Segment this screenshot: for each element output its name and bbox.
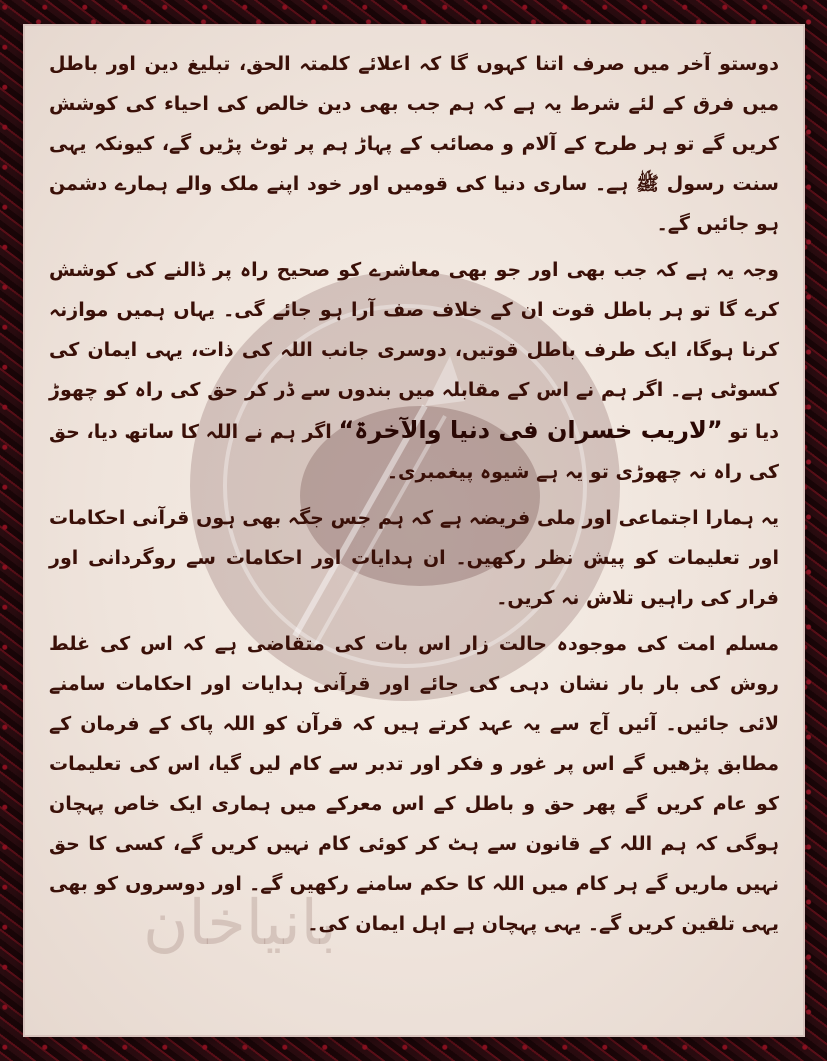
paragraph-4 xyxy=(49,624,779,944)
paragraph-2 xyxy=(49,250,779,492)
paper-page xyxy=(25,26,803,1035)
paragraph-3-text: یہ ہمارا اجتماعی اور ملی فریضہ ہے کہ ہم جس جگہ بھی ہوں قرآنی احکامات اور تعلیمات کو پیش نظر رکھیں۔ ان ہدایات اور احکامات سے روگردانی اور فرار کی راہیں تلاش نہ کریں۔ xyxy=(49,507,779,609)
paragraph-2-text-a: وجہ یہ ہے کہ جب بھی اور جو بھی معاشرے کو صحیح راہ پر ڈالنے کی کوشش کرے گا تو ہر باطل قوت ان کے خلاف صف آرا ہو جائے گی۔ یہاں ہمیں موازنہ کرنا ہوگا، ایک طرف باطل قوتیں، دوسری جانب اللہ کی ذات، یہی ایمان کی کسوٹی ہے۔ اگر ہم نے اس کے مقابلہ میں بندوں سے ڈر کر حق کی راہ کو چھوڑ دیا تو xyxy=(49,259,780,443)
highlighted-quote: ”لاریب خسران فی دنیا والآخرۃ“ xyxy=(338,416,723,444)
paragraph-4-text: مسلم امت کی موجودہ حالت زار اس بات کی متقاضی ہے کہ اس کی غلط روش کی بار بار نشان دہی کی جائے اور قرآنی ہدایات اور احکامات سامنے لائی جائیں۔ آئیں آج سے یہ عہد کرتے ہیں کہ قرآن کو اللہ پاک کے فرمان کے مطابق پڑھیں گے اس پر غور و فکر اور تدبر سے کام لیں گیا، اس کی تعلیمات کو عام کریں گے پھر حق و باطل کے اس معرکے میں ہماری ایک خاص پہچان ہوگی کہ ہم اللہ کے قانون سے ہٹ کر کوئی کام نہیں کریں گے، کسی کا حق نہیں ماریں گے ہر کام میں اللہ کا حکم سامنے رکھیں گے۔ اور دوسروں کو بھی یہی تلقین کریں گے۔ یہی پہچان ہے اہل ایمان کی۔ xyxy=(49,633,779,935)
signature-text: بانیاخان xyxy=(143,886,337,959)
paragraph-2-text-b: اگر ہم نے اللہ کا ساتھ دیا، حق کی راہ نہ چھوڑی تو یہ ہے شیوہ پیغمبری۔ xyxy=(49,421,779,483)
article-body xyxy=(49,44,779,950)
paragraph-3 xyxy=(49,498,779,618)
paragraph-1 xyxy=(49,44,779,244)
paragraph-1-text: دوستو آخر میں صرف اتنا کہوں گا کہ اعلائے کلمتہ الحق، تبلیغ دین اور باطل میں فرق کے لئے شرط یہ ہے کہ ہم جب بھی دین خالص کی احیاء کی کوشش کریں گے تو ہر طرح کے آلام و مصائب کے پہاڑ ہم پر ٹوٹ پڑیں گے، کیونکہ یہی سنت رسول ﷺ ہے۔ ساری دنیا کی قومیں اور خود اپنے ملک والے ہمارے دشمن ہو جائیں گے۔ xyxy=(49,53,779,235)
